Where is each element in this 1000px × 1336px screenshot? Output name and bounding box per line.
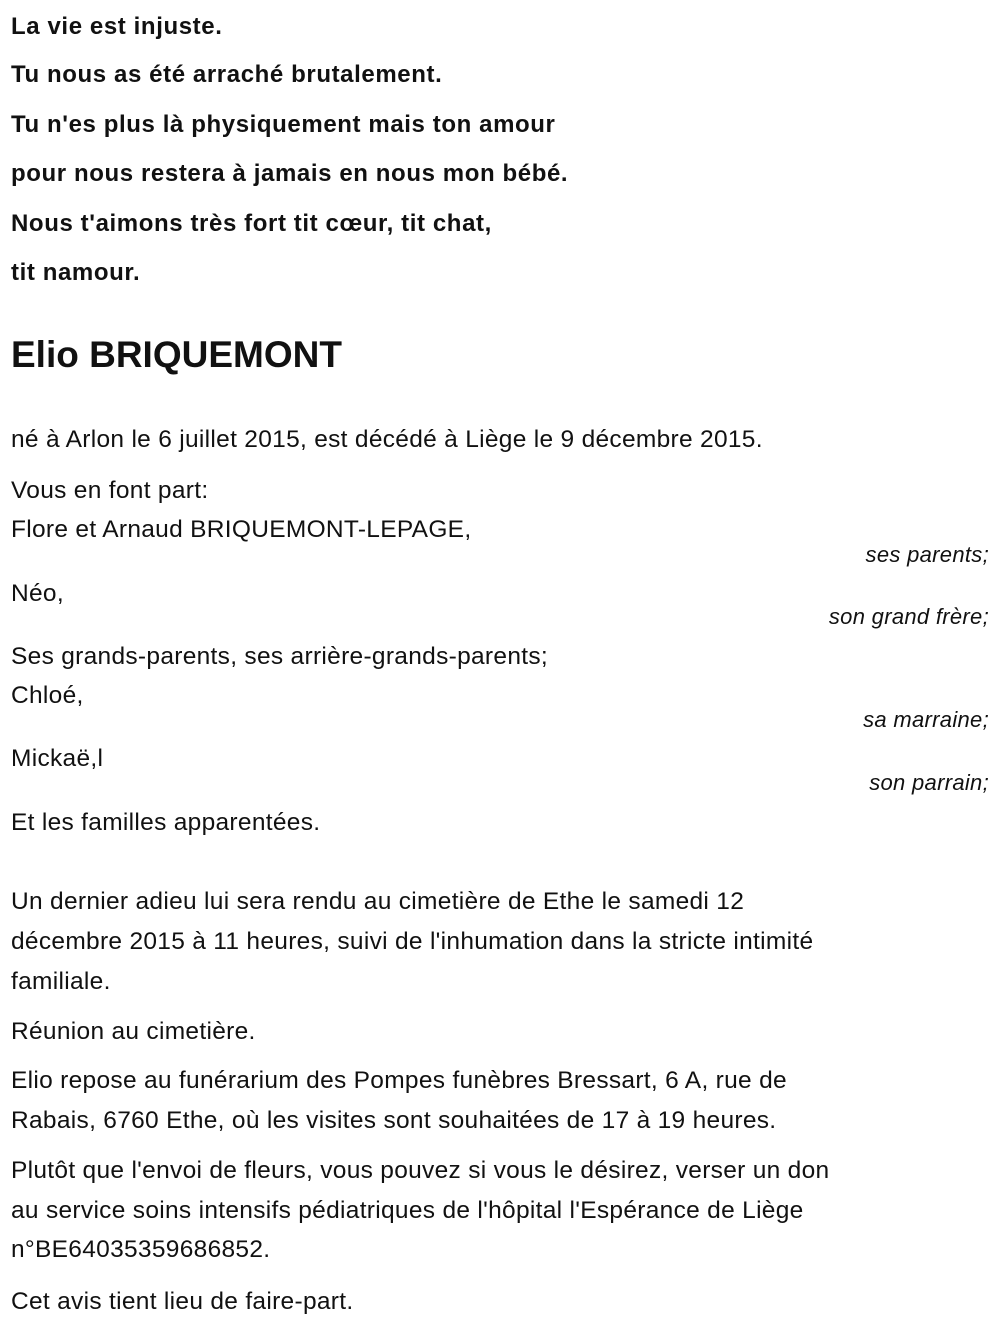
text-line: au service soins intensifs pédiatriques de l'hôpital l'Espérance de Liège: [11, 1197, 804, 1224]
text-line: n°BE64035359686852.: [11, 1236, 271, 1263]
family-name: Et les familles apparentées.: [11, 809, 321, 836]
family-relation: son parrain;: [869, 770, 989, 795]
poem-line: Tu n'es plus là physiquement mais ton amour: [11, 111, 556, 138]
poem-line: pour nous restera à jamais en nous mon bébé.: [11, 160, 569, 187]
reunion-text: Réunion au cimetière.: [11, 1018, 256, 1045]
family-relation: son grand frère;: [828, 604, 989, 629]
family-relation: ses parents;: [865, 542, 989, 567]
family-name: Ses grands-parents, ses arrière-grands-parents;: [11, 643, 549, 670]
family-name: Chloé,: [11, 682, 84, 709]
closing-text: Cet avis tient lieu de faire-part.: [11, 1288, 354, 1315]
text-line: Rabais, 6760 Ethe, où les visites sont souhaitées de 17 à 19 heures.: [11, 1107, 777, 1134]
text-line: Plutôt que l'envoi de fleurs, vous pouvez si vous le désirez, verser un don: [11, 1157, 830, 1184]
poem-line: tit namour.: [11, 259, 141, 286]
announce-text: Vous en font part:: [11, 477, 209, 504]
poem-line: Nous t'aimons très fort tit cœur, tit chat,: [11, 210, 492, 237]
text-line: décembre 2015 à 11 heures, suivi de l'inhumation dans la stricte intimité: [11, 928, 814, 955]
family-name: Flore et Arnaud BRIQUEMONT-LEPAGE,: [11, 516, 472, 543]
family-name: Mickaë,l: [11, 745, 104, 772]
family-name: Néo,: [11, 580, 64, 607]
text-line: familiale.: [11, 968, 111, 995]
family-relation: sa marraine;: [863, 707, 989, 732]
text-line: Elio repose au funérarium des Pompes funèbres Bressart, 6 A, rue de: [11, 1067, 787, 1094]
poem-line: La vie est injuste.: [11, 13, 223, 40]
birth-death-text: né à Arlon le 6 juillet 2015, est décédé à Liège le 9 décembre 2015.: [11, 426, 763, 453]
poem-line: Tu nous as été arraché brutalement.: [11, 61, 443, 88]
deceased-name: Elio BRIQUEMONT: [11, 334, 342, 375]
text-line: Un dernier adieu lui sera rendu au cimetière de Ethe le samedi 12: [11, 888, 745, 915]
